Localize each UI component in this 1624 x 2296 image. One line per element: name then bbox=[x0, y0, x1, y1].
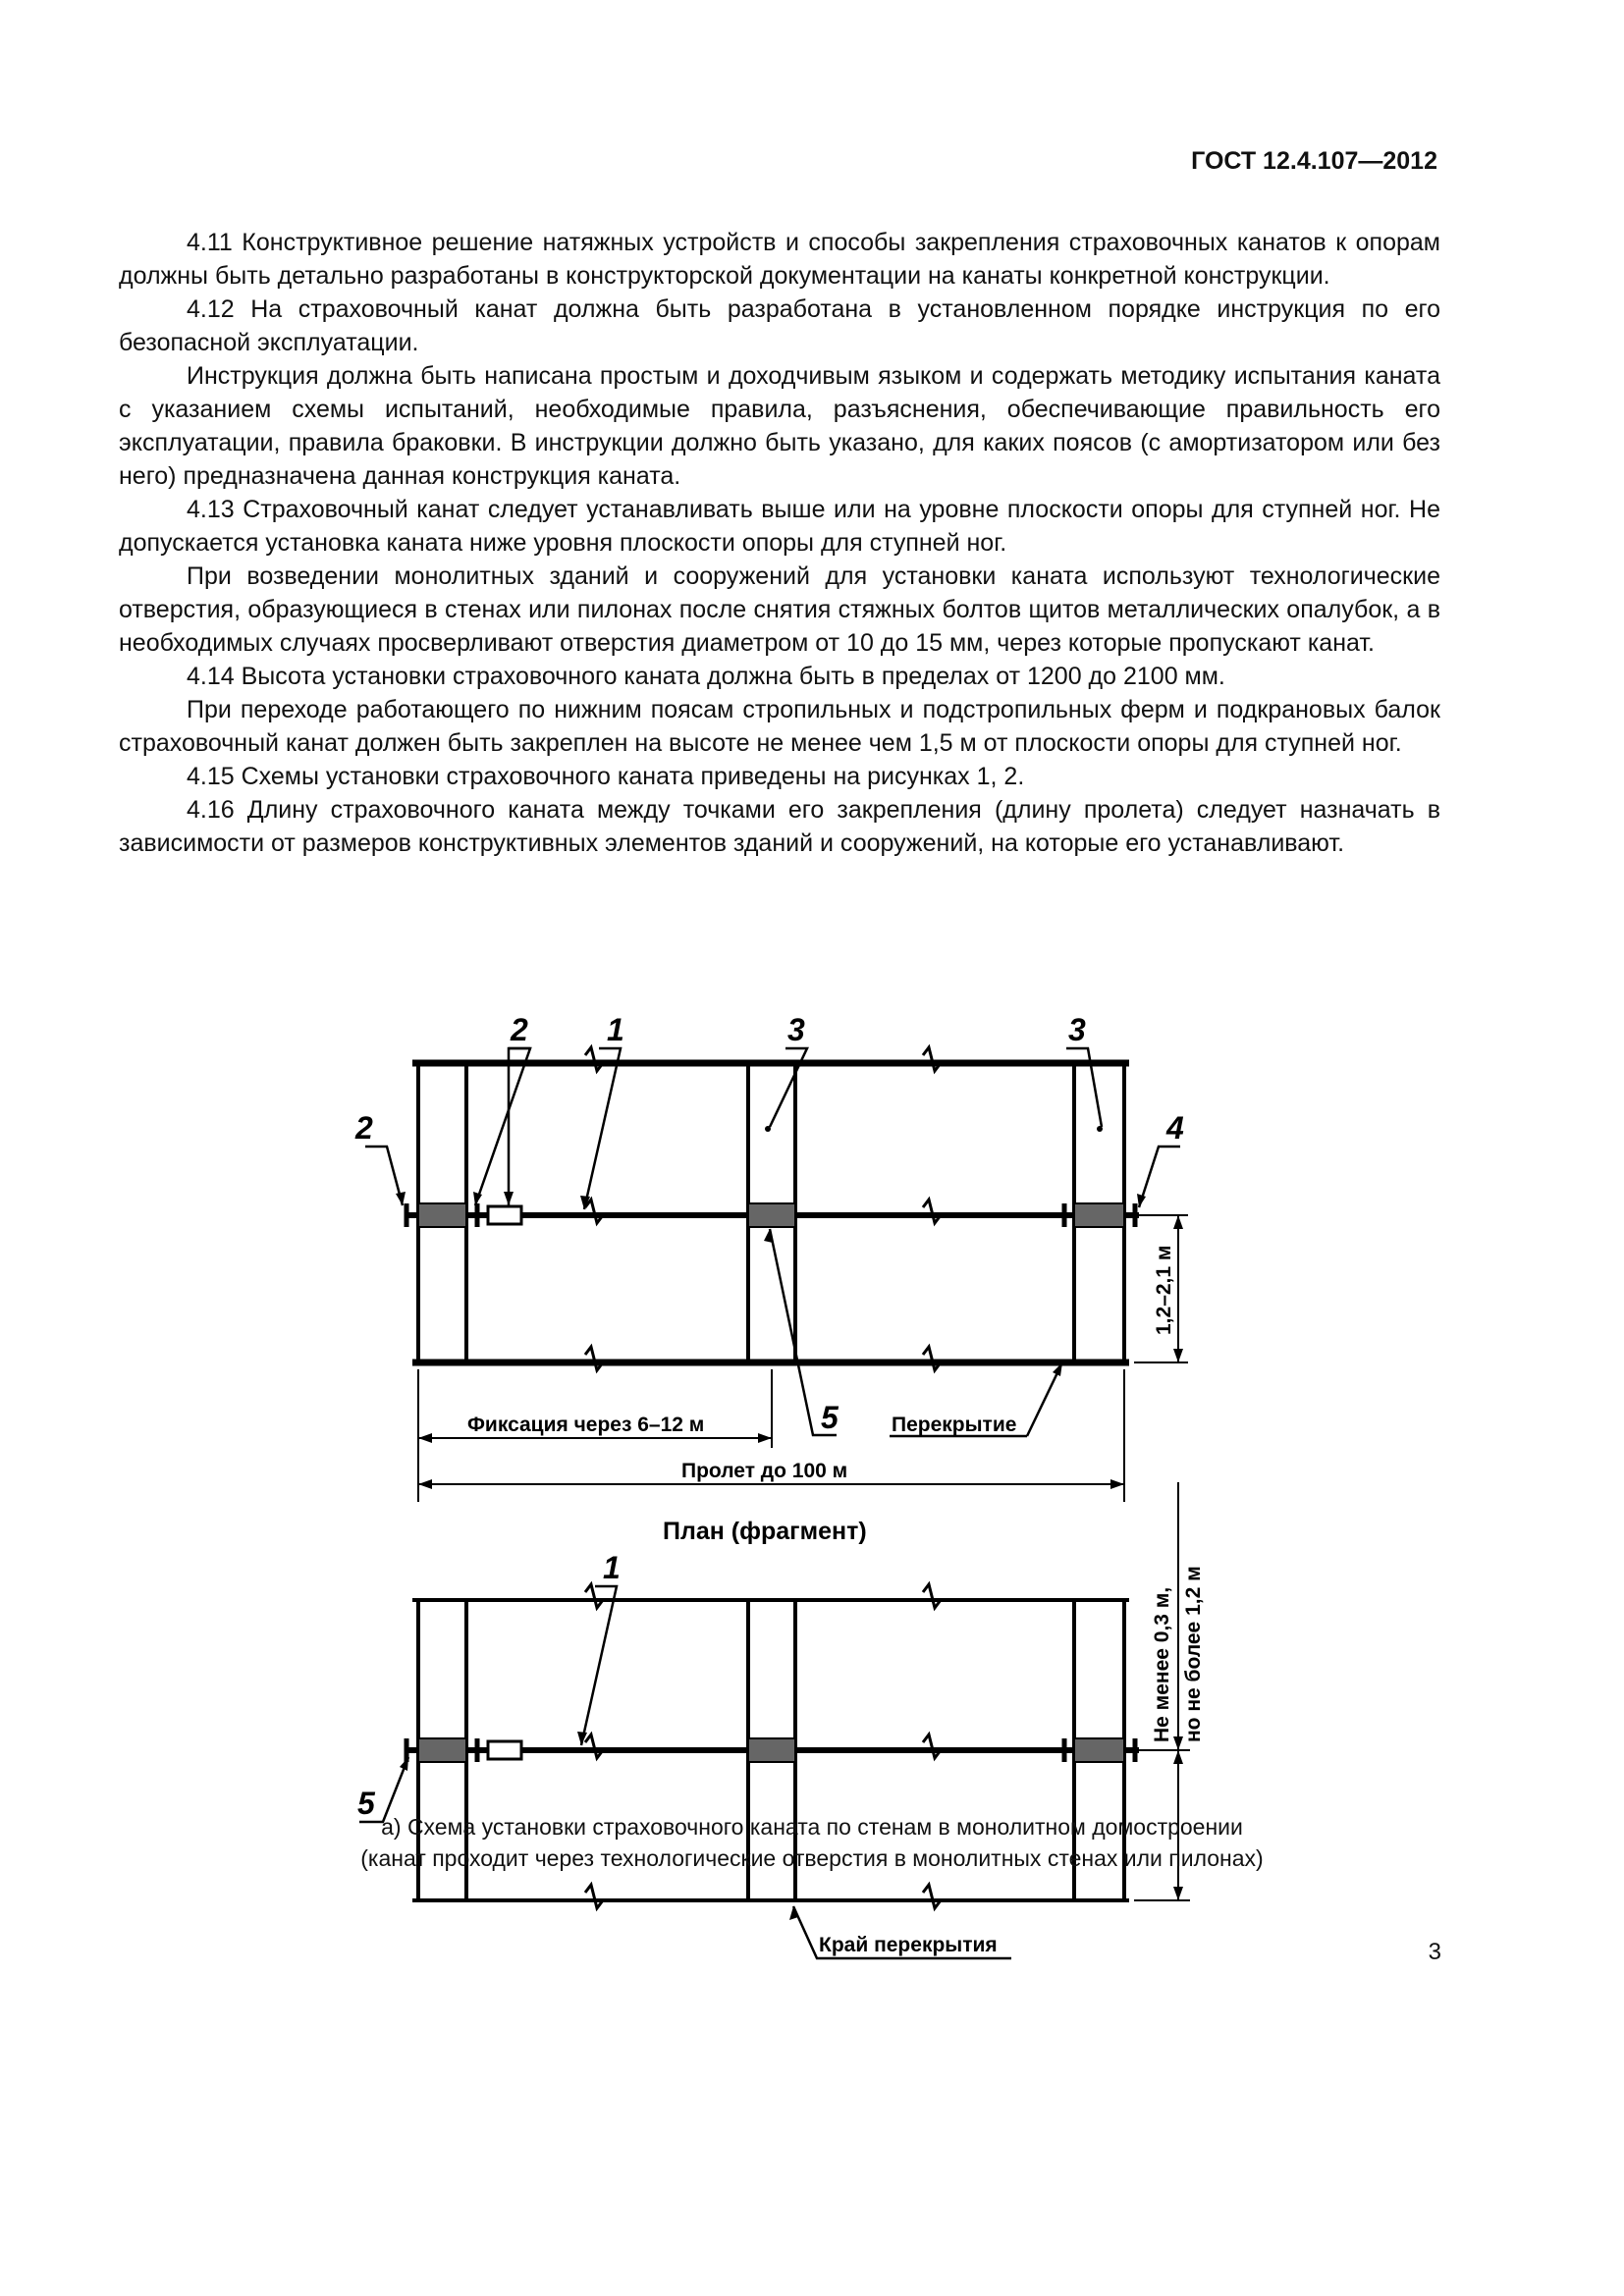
floor-edge-label: Край перекрытия bbox=[819, 1934, 998, 1956]
page-number: 3 bbox=[1428, 1939, 1441, 1965]
break-mark bbox=[923, 1735, 941, 1758]
anchor-block bbox=[748, 1203, 795, 1227]
anchor-block bbox=[748, 1738, 795, 1762]
break-mark bbox=[923, 1200, 941, 1223]
break-mark bbox=[923, 1885, 941, 1908]
break-mark bbox=[585, 1047, 603, 1071]
dim-height-label: 1,2–2,1 м bbox=[1153, 1245, 1175, 1335]
leader-1 bbox=[584, 1048, 621, 1209]
paragraph-4-12: 4.12 На страховочный канат должна быть разработана в установленном порядке инструкция по его безопасной эксплуатации. bbox=[119, 295, 1440, 356]
callout-5: 5 bbox=[821, 1400, 839, 1435]
paragraph-4-16: 4.16 Длину страховочного каната между точками его закрепления (длину пролета) следует назначать в зависимости от размеров конструктивных элементов зданий и сооружений, на которые его устанавливают. bbox=[119, 796, 1440, 857]
dim-fixation-label: Фиксация через 6–12 м bbox=[467, 1414, 705, 1436]
dim-offset-label-1: Не менее 0,3 м, bbox=[1151, 1586, 1173, 1742]
leader-1-bottom bbox=[581, 1586, 617, 1745]
body-text bbox=[119, 226, 1440, 860]
leader-4 bbox=[1139, 1147, 1180, 1207]
paragraph-trusses: При переходе работающего по нижним поясам стропильных и подстропильных ферм и подкрановых балок страховочный канат должен быть закреплен на высоте не менее чем 1,5 м от плоскости опоры для ступней ног. bbox=[119, 696, 1440, 757]
tensioner bbox=[488, 1741, 521, 1759]
anchor-block bbox=[418, 1203, 466, 1227]
break-mark bbox=[585, 1885, 603, 1908]
arrowheads-top bbox=[396, 1192, 1183, 1489]
break-mark bbox=[585, 1200, 603, 1223]
paragraph-4-15: 4.15 Схемы установки страховочного каната приведены на рисунках 1, 2. bbox=[187, 763, 1025, 790]
callout-2a: 2 bbox=[511, 1012, 528, 1047]
paragraph-monolithic: При возведении монолитных зданий и сооружений для установки каната используют технологические отверстия, образующиеся в стенах или пилонах после снятия стяжных болтов щитов металлических опалубок, а в необходимых случаях просверливают отверстия диаметром от 10 до 15 мм, через которые пропускают канат. bbox=[119, 562, 1440, 657]
paragraph-instruction: Инструкция должна быть написана простым и доходчивым языком и содержать методику испытания каната с указанием схемы испытаний, необходимые правила, разъяснения, обеспечивающие правильность его эксплуатации, правила браковки. В инструкции должно быть указано, для каких поясов (с амортизатором или без него) предназначена данная конструкция каната. bbox=[119, 362, 1440, 490]
callout-1-bottom: 1 bbox=[603, 1550, 621, 1585]
break-mark bbox=[585, 1735, 603, 1758]
callout-3a: 3 bbox=[787, 1012, 805, 1047]
leader-2-left bbox=[365, 1147, 403, 1205]
plan-title: План (фрагмент) bbox=[663, 1518, 867, 1545]
leader-2a bbox=[475, 1048, 530, 1205]
tensioner bbox=[488, 1206, 521, 1224]
break-mark bbox=[585, 1347, 603, 1370]
floor-label: Перекрытие bbox=[892, 1414, 1017, 1436]
figure-caption bbox=[0, 1811, 1624, 1874]
callout-5-bottom: 5 bbox=[357, 1786, 375, 1821]
callout-4: 4 bbox=[1166, 1110, 1184, 1146]
anchor-block bbox=[418, 1738, 466, 1762]
anchor-block bbox=[1074, 1738, 1124, 1762]
dim-span-label: Пролет до 100 м bbox=[681, 1460, 848, 1482]
anchor-block bbox=[1074, 1203, 1124, 1227]
leaders-bottom bbox=[359, 1586, 1011, 1958]
caption-line-1: а) Схема установки страховочного каната по стенам в монолитном домостроении bbox=[381, 1814, 1243, 1840]
paragraph-4-11: 4.11 Конструктивное решение натяжных устройств и способы закрепления страховочных канатов к опорам должны быть детально разработаны в конструкторской документации на канаты конкретной конструкции. bbox=[119, 229, 1440, 290]
paragraph-4-13: 4.13 Страховочный канат следует устанавливать выше или на уровне плоскости опоры для ступней ног. Не допускается установка каната ниже уровня плоскости опоры для ступней ног. bbox=[119, 496, 1440, 557]
break-mark bbox=[923, 1584, 941, 1608]
paragraph-4-14: 4.14 Высота установки страховочного каната должна быть в пределах от 1200 до 2100 мм. bbox=[187, 663, 1225, 690]
callout-3b: 3 bbox=[1068, 1012, 1086, 1047]
document-code: ГОСТ 12.4.107—2012 bbox=[1191, 147, 1437, 175]
break-mark bbox=[923, 1047, 941, 1071]
break-mark bbox=[923, 1347, 941, 1370]
anchors-top bbox=[406, 1126, 1135, 1227]
caption-line-2: (канат проходит через технологические отверстия в монолитных стенах или пилонах) bbox=[360, 1845, 1264, 1871]
dim-offset-label-2: но не более 1,2 м bbox=[1182, 1566, 1205, 1742]
callout-1: 1 bbox=[607, 1012, 624, 1047]
callout-2b: 2 bbox=[355, 1110, 373, 1146]
break-mark bbox=[585, 1584, 603, 1608]
leader-2b bbox=[509, 1048, 530, 1205]
